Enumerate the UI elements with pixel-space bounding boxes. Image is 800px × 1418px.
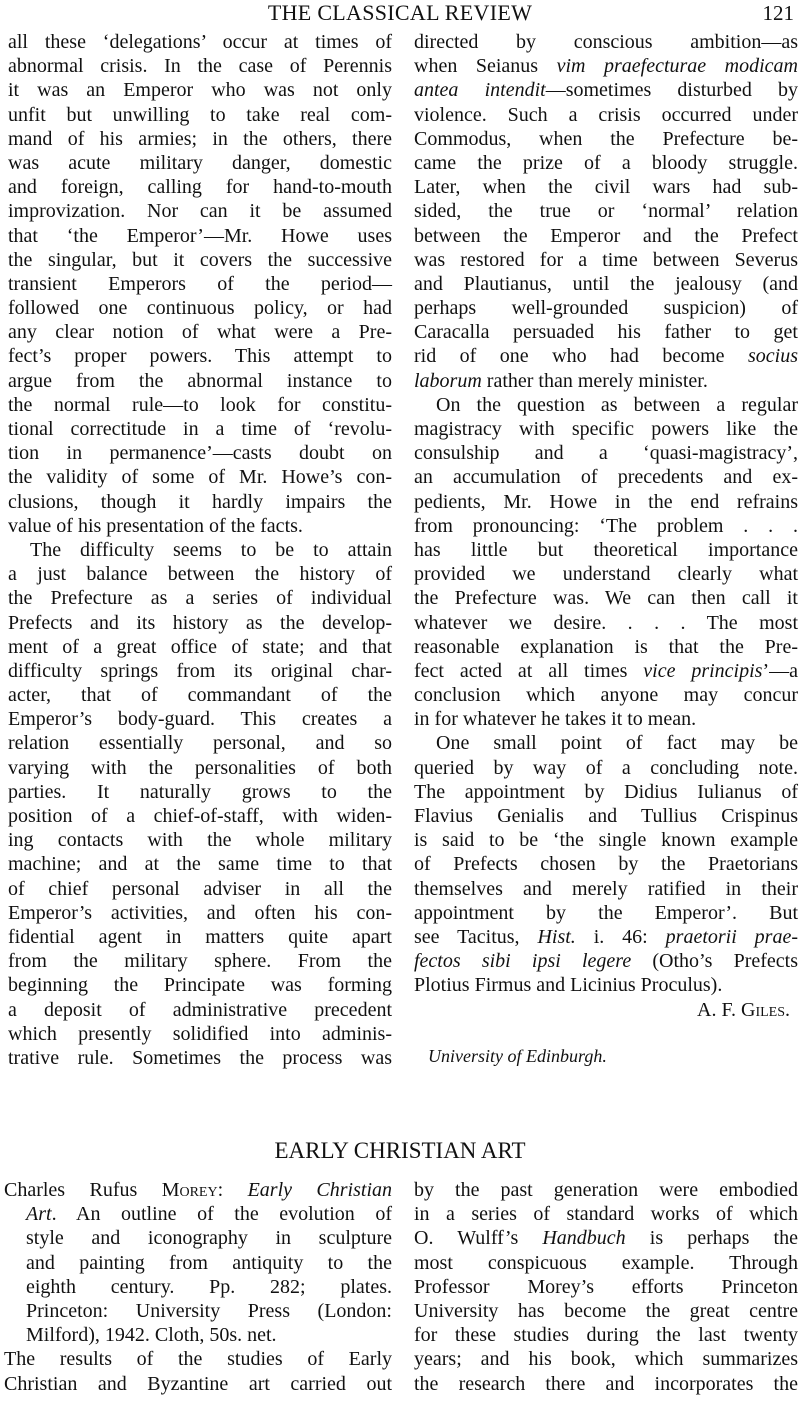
text-line: Emperor’s body-guard. This creates a <box>8 708 392 731</box>
text-line: varying with the personalities of both <box>8 756 392 779</box>
text-line: a just balance between the history of <box>8 563 392 586</box>
text-line: reasonable explanation is that the Pre- <box>414 635 798 658</box>
text-line: improvization. Nor can it be assumed <box>8 200 392 223</box>
page-number: 121 <box>762 1 794 25</box>
text-line: of chief personal adviser in all the <box>8 877 392 900</box>
text-line: ment of a great office of state; and that <box>8 635 392 658</box>
text-line <box>414 344 798 368</box>
text-line: relation essentially personal, and so <box>8 732 392 755</box>
text-line: was acute military danger, domestic <box>8 151 392 174</box>
text-line <box>414 998 798 1022</box>
text-line: and foreign, calling for hand-to-mouth <box>8 176 392 199</box>
text-segment: see Tacitus, <box>414 925 538 948</box>
text-line <box>8 538 392 562</box>
text-line: any clear notion of what were a Pre- <box>8 321 392 344</box>
text-line: The appointment by Didius Iulianus of <box>414 780 798 803</box>
small-caps-text: Giles <box>741 998 785 1021</box>
text-segment: . <box>785 998 790 1021</box>
text-line: difficulty springs from its original char- <box>8 659 392 682</box>
text-line: magistracy with specific powers like the <box>414 418 798 440</box>
text-line: sided, the true or ‘normal’ relation <box>414 200 798 223</box>
review2-right-column <box>414 1178 798 1396</box>
text-line: pedients, Mr. Howe in the end refrains <box>414 490 798 513</box>
italic-text: Hist. <box>537 925 576 948</box>
text-line: the validity of some of Mr. Howe’s con- <box>8 466 392 489</box>
italic-text: antea intendit <box>414 79 546 102</box>
text-line: acter, that of commandant of the <box>8 684 392 707</box>
journal-title: THE CLASSICAL REVIEW <box>267 0 533 25</box>
text-line: fidential agent in matters quite apart <box>8 925 392 948</box>
text-line: whatever we desire. . . . The most <box>414 611 798 634</box>
text-segment: O. Wulff’s <box>414 1227 543 1250</box>
small-caps-text: Morey <box>161 1179 218 1201</box>
text-line: the singular, but it covers the successive <box>8 248 392 271</box>
text-line: the normal rule—to look for constitu- <box>8 393 392 416</box>
text-line: conclusion which anyone may concur <box>414 684 798 707</box>
text-line: argue from the abnormal instance to <box>8 369 392 392</box>
text-segment: (Otho’s Prefects <box>631 950 798 973</box>
text-segment: in for whatever he takes it to mean. <box>414 708 697 731</box>
text-line: unfit but unwilling to take real com- <box>8 103 392 126</box>
text-line: of Prefects chosen by the Praetorians <box>414 853 798 876</box>
text-line: ing contacts with the whole military <box>8 829 392 852</box>
text-segment: . An outline of the evolution of <box>51 1203 392 1226</box>
review2-left-column <box>4 1178 392 1396</box>
text-line: came the prize of a bloody struggle. <box>414 151 798 174</box>
text-line: queried by way of a concluding note. <box>414 756 798 779</box>
italic-text: vice principis <box>643 659 763 682</box>
text-line: the research there and incorporates the <box>414 1372 798 1395</box>
text-line <box>414 925 798 949</box>
text-line: followed one continuous policy, or had <box>8 297 392 320</box>
text-line <box>414 973 798 997</box>
text-segment: style and iconography in sculpture <box>26 1227 392 1250</box>
text-line: parties. It naturally grows to the <box>8 780 392 803</box>
text-line <box>414 949 798 973</box>
text-line: University has become the great centre <box>414 1299 798 1322</box>
text-line: transient Emperors of the period— <box>8 272 392 295</box>
text-line: the Prefecture was. We can then call it <box>414 587 798 610</box>
text-line: fect’s proper powers. This attempt to <box>8 345 392 368</box>
text-line: it was an Emperor who was not only <box>8 79 392 102</box>
text-line: was restored for a time between Severus <box>414 248 798 271</box>
text-line: and Plautianus, until the jealousy (and <box>414 272 798 295</box>
text-line: a deposit of administrative precedent <box>8 998 392 1021</box>
text-segment: On the question as between a regular <box>436 393 798 416</box>
text-segment: : <box>217 1179 248 1201</box>
text-line: Professor Morey’s efforts Princeton <box>414 1275 798 1298</box>
text-line <box>414 707 798 731</box>
text-line: abnormal crisis. In the case of Perennis <box>8 55 392 78</box>
author-affiliation: University of Edinburgh. <box>428 1046 607 1066</box>
text-segment: Plotius Firmus and Licinius Proculus). <box>414 974 723 997</box>
text-segment: is perhaps the <box>625 1227 798 1250</box>
text-segment: Charles Rufus <box>4 1179 162 1201</box>
text-line <box>414 1226 798 1250</box>
text-line <box>4 1226 392 1250</box>
text-line: consulship and a ‘quasi-magistracy’, <box>414 442 798 465</box>
italic-text: laborum <box>414 369 482 392</box>
text-segment: Princeton: University Press (London: <box>26 1299 392 1322</box>
text-line: Later, when the civil wars had sub- <box>414 176 798 199</box>
text-line <box>4 1299 392 1323</box>
text-line: Flavius Genialis and Tullius Crispinus <box>414 805 798 827</box>
italic-text: vim praefecturae modicam <box>556 55 798 78</box>
text-segment: eighth century. Pp. 282; plates. <box>26 1275 392 1298</box>
text-line: all these ‘delegations’ occur at times of <box>8 31 392 53</box>
text-line: between the Emperor and the Prefect <box>414 224 798 247</box>
text-line: most conspicuous example. Through <box>414 1251 798 1274</box>
text-line <box>414 369 798 393</box>
text-segment: Milford), 1942. Cloth, 50s. net. <box>26 1324 277 1347</box>
text-line: has little but theoretical importance <box>414 538 798 561</box>
text-line: Commodus, when the Prefecture be- <box>414 127 798 150</box>
text-segment: rid of one who had become <box>414 345 748 368</box>
text-line <box>4 1178 392 1202</box>
text-line: the Prefecture as a series of individual <box>8 587 392 610</box>
text-line: Emperor’s activities, and often his con- <box>8 901 392 924</box>
text-line: from the military sphere. From the <box>8 950 392 973</box>
text-line: from pronouncing: ‘The problem . . . <box>414 514 798 537</box>
text-line: by the past generation were embodied <box>414 1179 798 1201</box>
text-line <box>414 54 798 78</box>
running-header <box>0 0 800 26</box>
text-line: appointment by the Emperor’. But <box>414 901 798 924</box>
text-line: clusions, though it hardly impairs the <box>8 490 392 513</box>
text-line: which presently solidified into adminis- <box>8 1022 392 1045</box>
italic-text: Early Christian <box>247 1179 392 1201</box>
text-line: in a series of standard works of which <box>414 1203 798 1226</box>
text-line: provided we understand clearly what <box>414 563 798 586</box>
text-segment: when Seianus <box>414 55 557 78</box>
italic-text: socius <box>748 345 798 368</box>
text-line: Christian and Byzantine art carried out <box>4 1372 392 1395</box>
text-line: The results of the studies of Early <box>4 1348 392 1371</box>
text-line: mand of his armies; in the others, there <box>8 127 392 150</box>
text-segment: —sometimes disturbed by <box>545 79 798 102</box>
text-line: machine; and at the same time to that <box>8 853 392 876</box>
text-line: years; and his book, which summarizes <box>414 1348 798 1371</box>
text-line <box>414 78 798 102</box>
text-line: tional correctitude in a time of ‘revolu- <box>8 418 392 440</box>
section-title: EARLY CHRISTIAN ART <box>274 1138 526 1163</box>
text-line: tion in permanence’—casts doubt on <box>8 442 392 465</box>
italic-text: Handbuch <box>542 1227 626 1250</box>
text-segment: One small point of fact may be <box>436 732 798 755</box>
text-line <box>8 514 392 538</box>
text-segment: The difficulty seems to be to attain <box>30 538 392 561</box>
text-line <box>414 731 798 755</box>
text-line: trative rule. Sometimes the process was <box>8 1046 392 1069</box>
text-line <box>4 1275 392 1299</box>
text-line: an accumulation of precedents and ex- <box>414 466 798 489</box>
text-segment: fect acted at all times <box>414 659 644 682</box>
text-line: beginning the Principate was forming <box>8 974 392 997</box>
review1-right-column <box>414 30 798 1022</box>
text-segment: and painting from antiquity to the <box>26 1251 392 1274</box>
text-line: directed by conscious ambition—as <box>414 31 798 53</box>
italic-text: fectos sibi ipsi legere <box>414 950 632 973</box>
text-segment: A. F. <box>697 998 741 1021</box>
review1-left-column <box>8 30 392 1070</box>
text-line <box>4 1202 392 1226</box>
text-line: Caracalla persuaded his father to get <box>414 321 798 344</box>
text-line: Prefects and its history as the develop- <box>8 611 392 634</box>
text-line <box>414 393 798 417</box>
text-segment: ’—a <box>762 659 798 682</box>
text-segment: value of his presentation of the facts. <box>8 514 303 537</box>
italic-text: Art <box>26 1203 52 1226</box>
text-line: perhaps well-grounded suspicion) of <box>414 297 798 320</box>
text-line: that ‘the Emperor’—Mr. Howe uses <box>8 224 392 247</box>
text-segment: rather than merely minister. <box>481 369 708 392</box>
text-line <box>414 659 798 683</box>
text-line: for these studies during the last twenty <box>414 1324 798 1347</box>
text-segment: i. 46: <box>575 925 666 948</box>
text-line <box>4 1323 392 1347</box>
text-line: themselves and merely ratified in their <box>414 877 798 900</box>
italic-text: praetorii prae- <box>665 925 798 948</box>
text-line: position of a chief-of-staff, with widen- <box>8 805 392 827</box>
text-line <box>4 1251 392 1275</box>
text-line: violence. Such a crisis occurred under <box>414 103 798 126</box>
text-line: is said to be ‘the single known example <box>414 829 798 852</box>
